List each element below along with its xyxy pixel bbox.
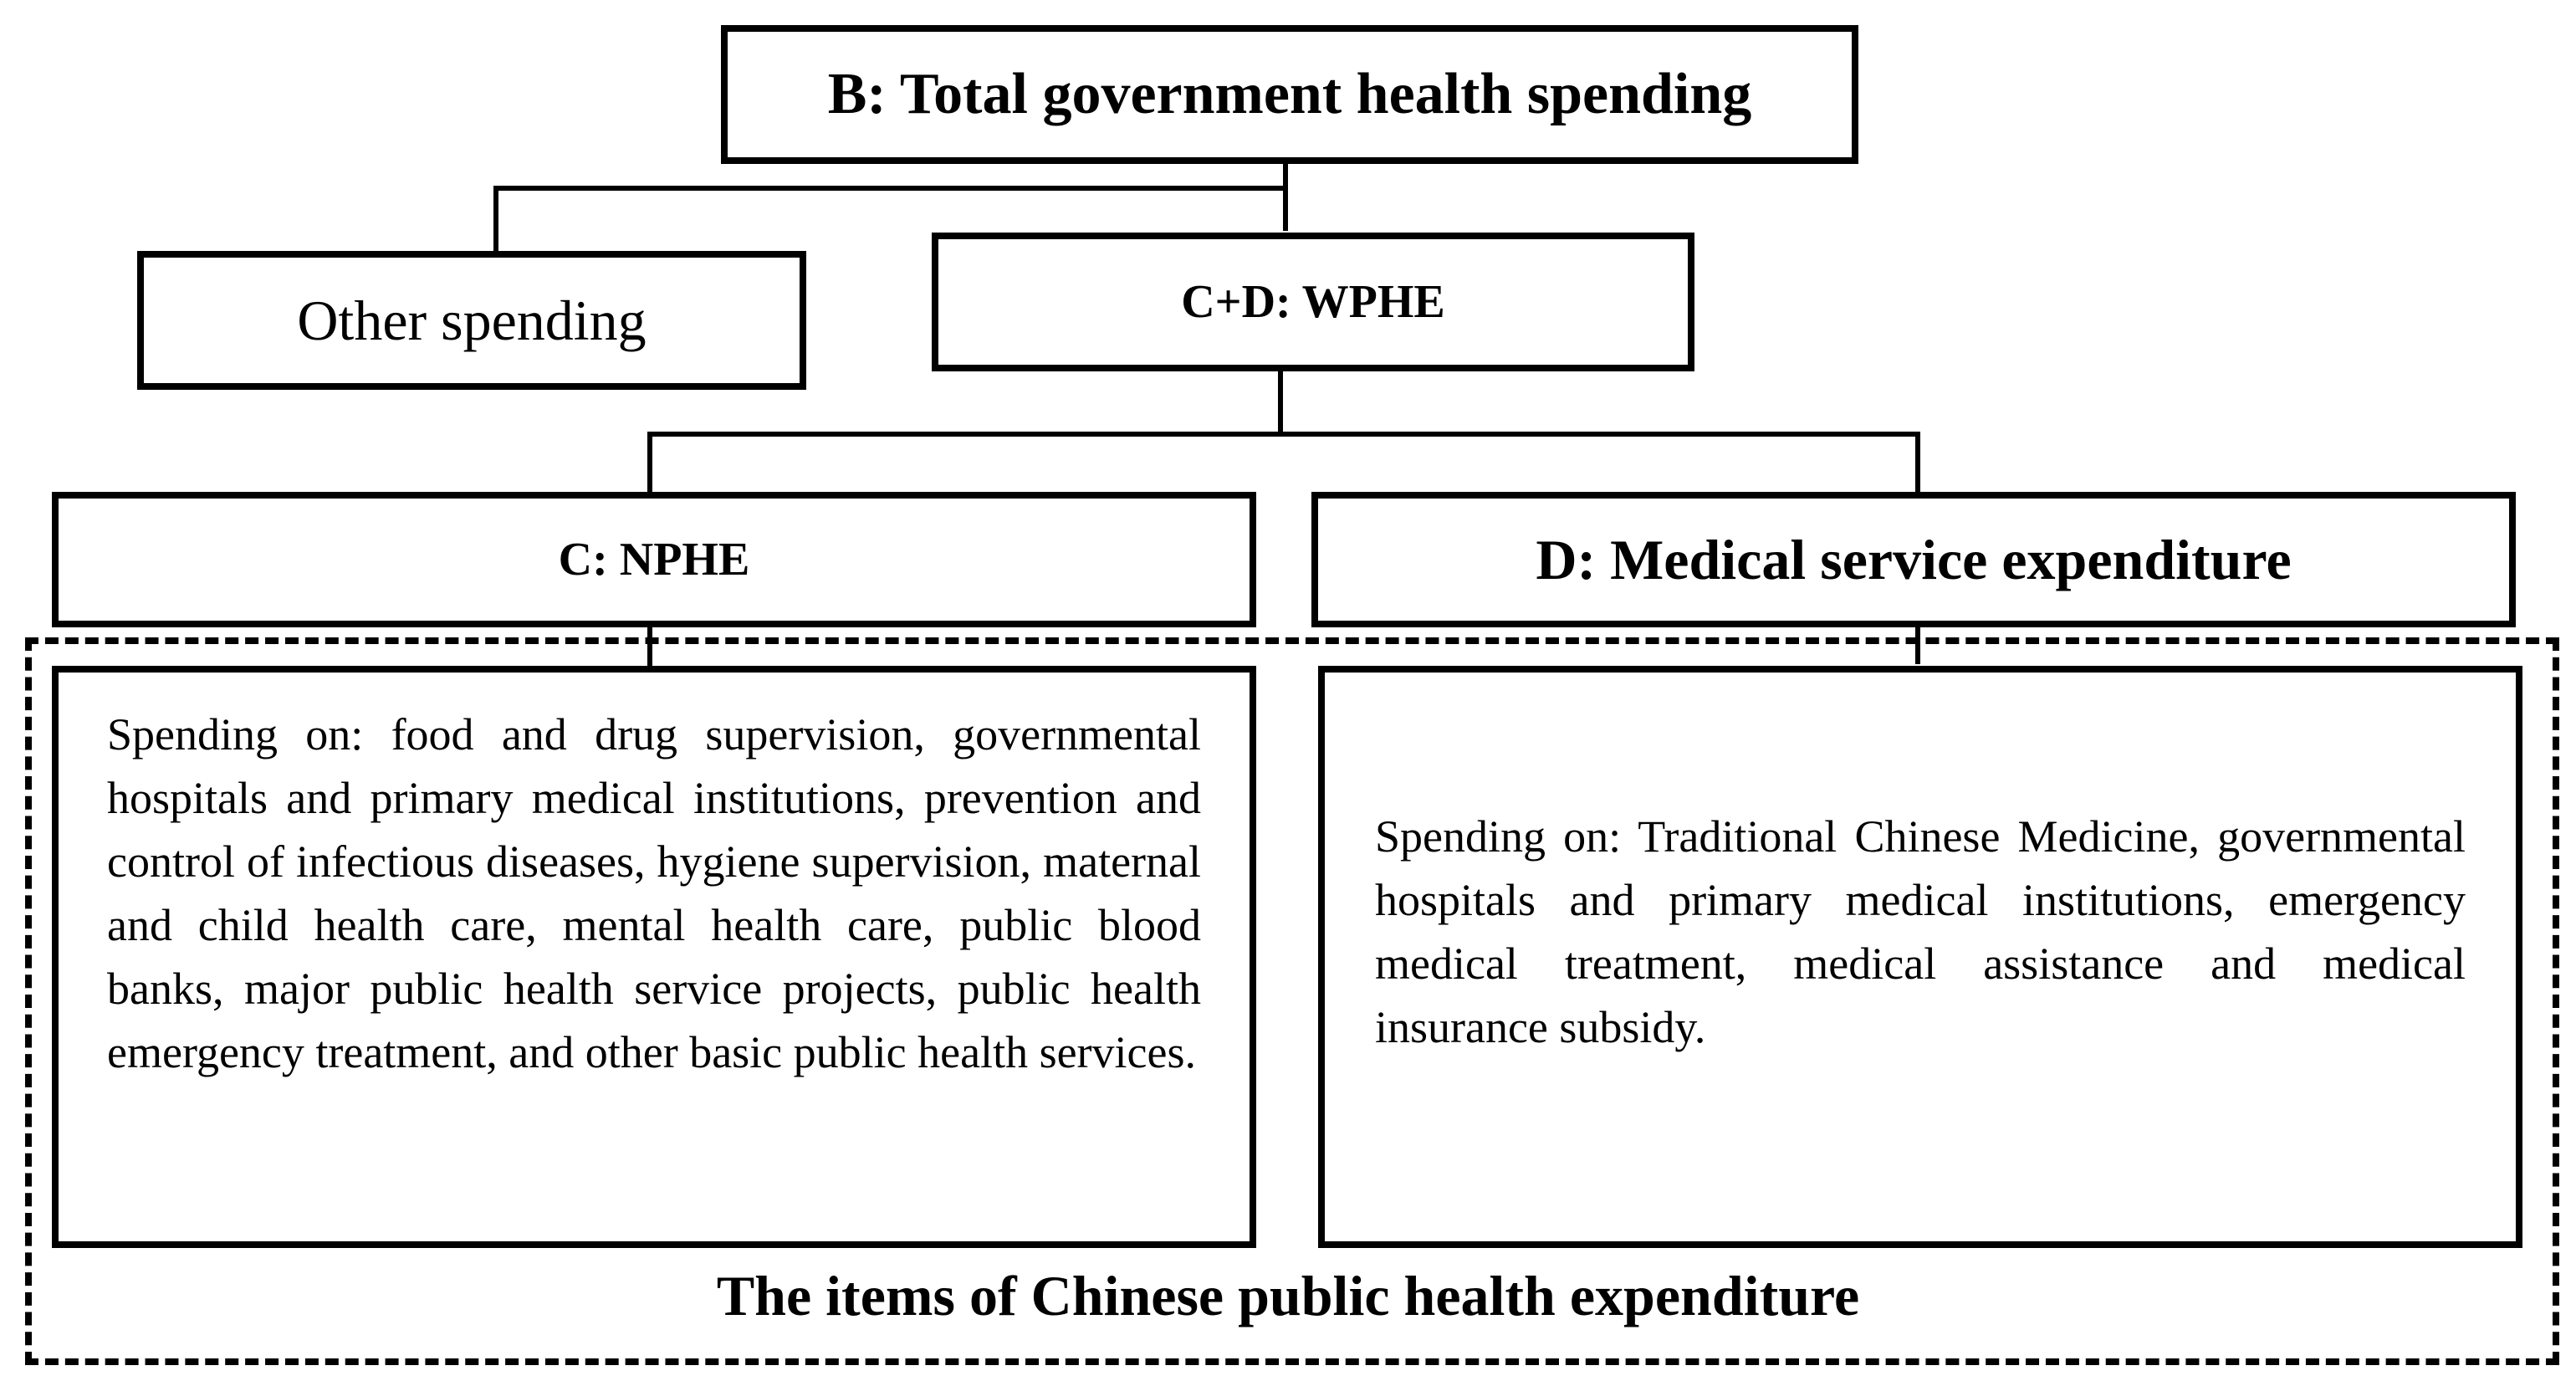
- medical-description-text: Spending on: Traditional Chinese Medicine, governmental hospitals and primary medical institutions, emergency medical treatment, medical assistance and medical insurance subsidy.: [1375, 811, 2466, 1052]
- connector-wphe-down: [1278, 366, 1283, 437]
- nphe-description-text: Spending on: food and drug supervision, governmental hospitals and primary medical institutions, prevention and control of infectious diseases, hygiene supervision, maternal and child health care, mental health care, public blood banks, major public health service projects, public health emergency treatment, and other basic public health services.: [107, 709, 1201, 1077]
- nphe-description-box: [52, 666, 1256, 1248]
- connector-nphe-drop: [647, 432, 652, 497]
- connector-top-horizontal: [493, 186, 1288, 191]
- frame-title: The items of Chinese public health expenditure: [716, 1264, 1860, 1327]
- node-total-government-health-spending: [721, 25, 1858, 164]
- node-other-spending: [137, 251, 806, 390]
- medical-description-box: [1318, 666, 2522, 1248]
- node-total-label: B: Total government health spending: [827, 62, 1752, 126]
- connector-medical-drop: [1915, 432, 1920, 497]
- node-medical-service-expenditure: [1311, 492, 2516, 627]
- node-wphe-label: C+D: WPHE: [1181, 276, 1445, 328]
- node-medical-label: D: Medical service expenditure: [1536, 527, 2292, 591]
- node-wphe: [932, 233, 1694, 371]
- connector-other-drop: [493, 186, 498, 254]
- connector-total-down: [1283, 161, 1288, 231]
- node-nphe: [52, 492, 1256, 627]
- connector-mid-horizontal: [647, 432, 1920, 437]
- node-nphe-label: C: NPHE: [558, 534, 750, 586]
- node-other-label: Other spending: [297, 288, 647, 352]
